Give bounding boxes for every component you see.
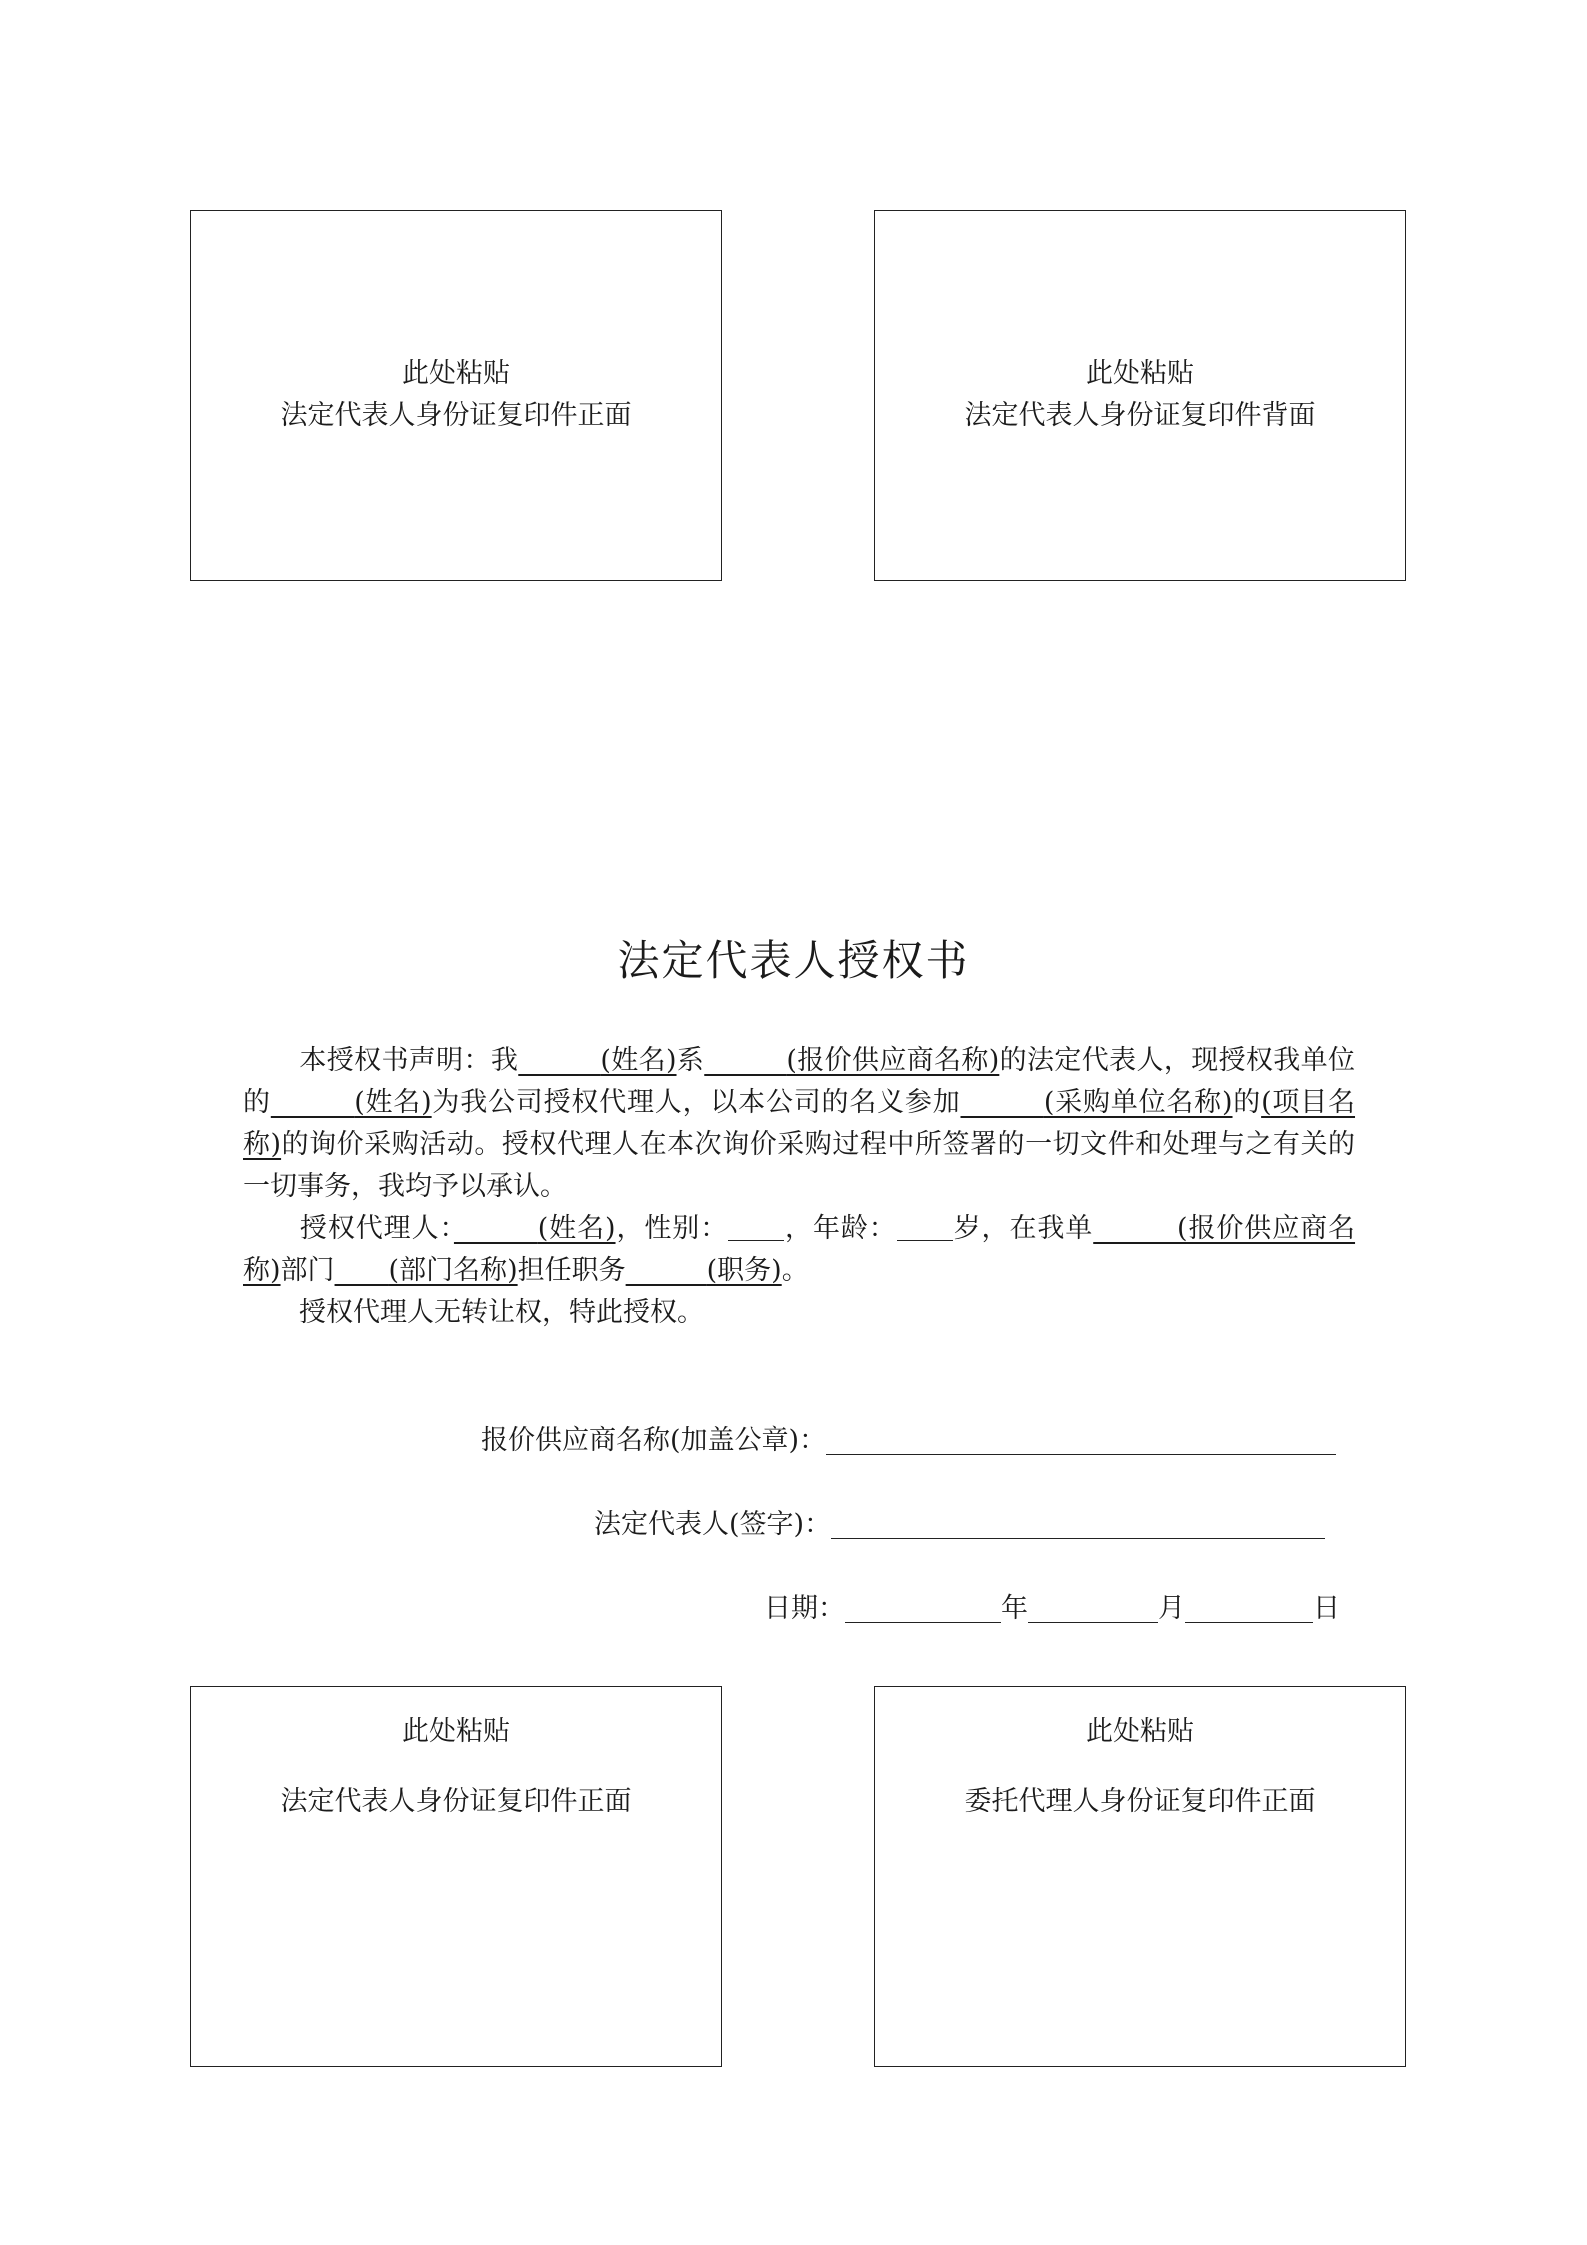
supplier-seal-label: 报价供应商名称(加盖公章)： — [481, 1425, 827, 1456]
day-field[interactable] — [1185, 1592, 1313, 1623]
legal-rep-signature-row — [594, 1504, 1325, 1546]
authorization-body — [243, 1040, 1355, 1334]
year-field[interactable] — [845, 1592, 1001, 1623]
date-row — [764, 1588, 1340, 1630]
box-label-description: 法定代表人身份证复印件背面 — [964, 400, 1316, 431]
day-label: 日 — [1313, 1593, 1340, 1624]
field-position[interactable]: (职务) — [706, 1255, 782, 1286]
year-label: 年 — [1001, 1593, 1028, 1624]
box-label-paste-here: 此处粘贴 — [1086, 1716, 1194, 1747]
id-copy-back-box — [874, 210, 1406, 581]
box-label-paste-here: 此处粘贴 — [402, 358, 510, 389]
legal-rep-signature-line[interactable] — [831, 1508, 1325, 1539]
date-label: 日期： — [764, 1593, 845, 1624]
document-title: 法定代表人授权书 — [617, 936, 970, 985]
supplier-seal-row — [481, 1420, 1336, 1462]
field-agent-name[interactable]: (姓名) — [354, 1087, 432, 1118]
box-label-paste-here: 此处粘贴 — [402, 1716, 510, 1747]
field-department[interactable]: (部门名称) — [388, 1255, 518, 1286]
box-label-paste-here: 此处粘贴 — [1086, 358, 1194, 389]
field-agent-supplier[interactable]: (报价供应商名称) — [243, 1213, 1356, 1286]
field-supplier-name[interactable]: (报价供应商名称) — [786, 1045, 1000, 1076]
field-gender[interactable] — [728, 1212, 784, 1241]
legal-rep-signature-label: 法定代表人(签字)： — [594, 1509, 832, 1540]
field-purchaser-name[interactable]: (采购单位名称) — [1043, 1087, 1233, 1118]
field-project-name[interactable]: (项目名称) — [243, 1087, 1356, 1160]
box-label-description: 委托代理人身份证复印件正面 — [964, 1786, 1316, 1817]
box-label-description: 法定代表人身份证复印件正面 — [280, 400, 632, 431]
field-legal-rep-name[interactable]: (姓名) — [600, 1045, 677, 1076]
month-label: 月 — [1158, 1593, 1185, 1624]
paragraph-no-transfer: 授权代理人无转让权，特此授权。 — [299, 1297, 704, 1328]
supplier-seal-line[interactable] — [826, 1424, 1336, 1455]
field-age[interactable] — [897, 1212, 953, 1241]
legal-rep-id-front-box — [190, 1686, 722, 2067]
month-field[interactable] — [1028, 1592, 1158, 1623]
box-label-description: 法定代表人身份证复印件正面 — [280, 1786, 632, 1817]
paragraph-statement: 本授权书声明：我 (姓名)系 (报价供应商名称)的法定代表人，现授权我单位的 (姓名)为我公司授权代理人，以本公司的名义参加 (采购单位名称)的(项目名称)的询价采购活动。授权代理人在本次询价采购过程中所签署的一切文件和处理与之有关的一切事务，我均予以承认。 — [243, 1045, 1356, 1202]
field-agent-name-2[interactable]: (姓名) — [537, 1213, 616, 1244]
paragraph-agent-details: 授权代理人： (姓名)，性别： ，年龄： 岁，在我单 (报价供应商名称)部门 (部门名称)担任职务 (职务)。 — [243, 1213, 1356, 1286]
id-copy-front-box — [190, 210, 722, 581]
agent-id-front-box — [874, 1686, 1406, 2067]
